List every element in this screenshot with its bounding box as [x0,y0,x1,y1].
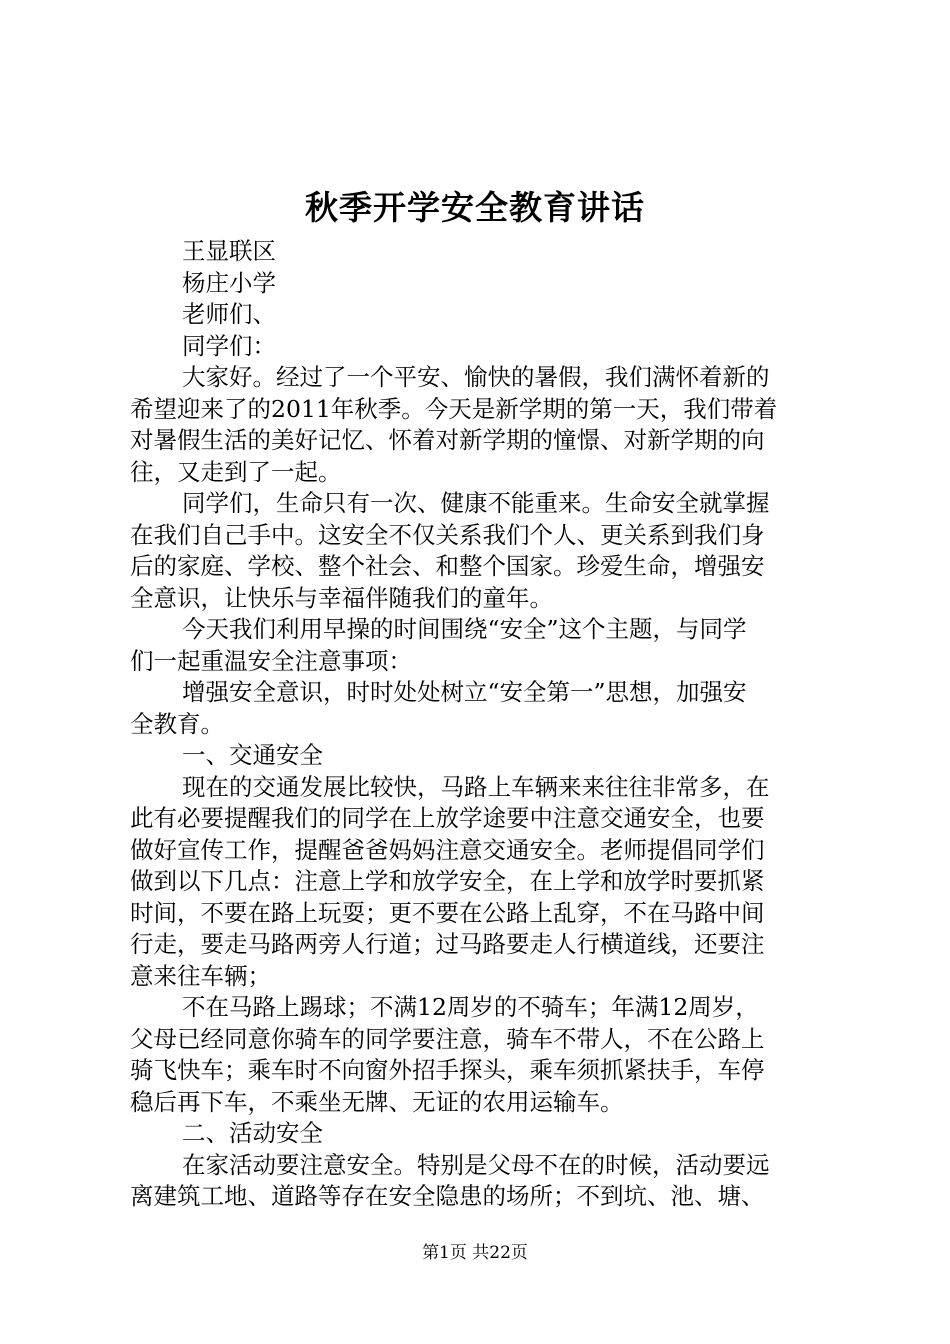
text-line: 同学们，生命只有一次、健康不能重来。生命安全就掌握 [182,489,770,517]
text-line: 往，又走到了一起。 [130,457,342,486]
text-line: 对暑假生活的美好记忆、怀着对新学期的憧憬、对新学期的向 [130,426,765,454]
text-line: 稳后再下车，不乘坐无牌、无证的农用运输车。 [130,1087,624,1116]
text-line: 今天我们利用早操的时间围绕“安全”这个主题，与同学 [182,615,747,643]
text-line: 此有必要提醒我们的同学在上放学途要中注意交通安全，也要 [130,804,765,832]
text-line: 父母已经同意你骑车的同学要注意，骑车不带人，不在公路上 [130,1024,765,1053]
text-line: 做到以下几点：注意上学和放学安全，在上学和放学时要抓紧 [130,867,765,895]
page-footer: 第1页 共22页 [422,1243,528,1263]
text-line: 不在马路上踢球；不满12周岁的不骑车；年满12周岁， [182,993,759,1021]
text-line: 行走，要走马路两旁人行道；过马路要走人行横道线，还要注 [130,930,765,958]
text-line: 时间，不要在路上玩耍；更不要在公路上乱穿，不在马路中间 [130,898,765,927]
text-line: 二、活动安全 [182,1119,323,1147]
text-line: 增强安全意识，时时处处树立“安全第一”思想，加强安 [182,678,747,706]
document-title: 秋季开学安全教育讲话 [305,188,645,227]
text-line: 王显联区 [182,237,276,265]
text-line: 全教育。 [130,709,224,738]
text-line: 大家好。经过了一个平安、愉快的暑假，我们满怀着新的 [182,363,770,391]
text-line: 做好宣传工作，提醒爸爸妈妈注意交通安全。老师提倡同学们 [130,835,765,864]
text-line: 杨庄小学 [182,268,276,297]
text-line: 在家活动要注意安全。特别是父母不在的时候，活动要远 [182,1150,770,1179]
text-line: 意来往车辆； [130,961,271,990]
text-line: 后的家庭、学校、整个社会、和整个国家。珍爱生命，增强安 [130,552,765,580]
text-line: 离建筑工地、道路等存在安全隐患的场所；不到坑、池、塘、 [130,1182,765,1210]
text-line: 老师们、 [182,300,276,328]
document-body [130,236,830,1213]
text-line: 同学们： [182,331,276,360]
text-line: 在我们自己手中。这安全不仅关系我们个人、更关系到我们身 [130,520,765,549]
text-line: 全意识，让快乐与幸福伴随我们的童年。 [130,583,553,612]
text-line: 们一起重温安全注意事项： [130,646,412,675]
text-line: 现在的交通发展比较快，马路上车辆来来往往非常多，在 [182,772,770,801]
text-line: 一、交通安全 [182,741,323,769]
text-line: 骑飞快车；乘车时不向窗外招手探头，乘车须抓紧扶手，车停 [130,1056,765,1084]
text-line: 希望迎来了的2011年秋季。今天是新学期的第一天，我们带着 [130,394,778,423]
